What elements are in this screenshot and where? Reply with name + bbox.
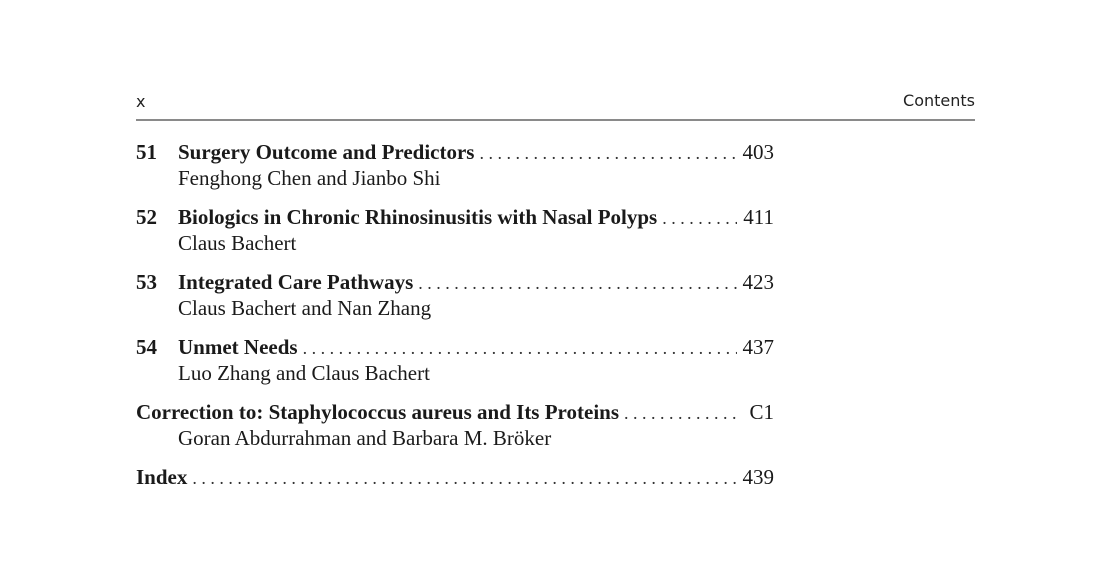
entry-gap [136,321,774,334]
toc-entry-54[interactable] [136,334,774,386]
toc-entry-52[interactable] [136,204,774,256]
page-folio: x [136,92,146,111]
page-number: 439 [742,465,774,489]
chapter-title[interactable]: Biologics in Chronic Rhinosinusitis with Nasal Polyps [178,205,658,229]
chapter-number: 54 [136,335,157,359]
toc-entry-line [136,464,774,490]
toc-entry-line [136,204,774,230]
dot-leader [479,140,737,166]
chapter-number: 53 [136,270,157,294]
toc-entry-index[interactable] [136,464,774,490]
toc-entry-line [136,334,774,360]
dot-leader [303,335,737,361]
chapter-number: 51 [136,140,157,164]
chapter-number: 52 [136,205,157,229]
table-of-contents [136,139,774,490]
dot-leader [418,270,737,296]
chapter-authors: Claus Bachert and Nan Zhang [178,296,432,320]
dot-leader [624,400,737,426]
page-number: 403 [742,140,774,164]
entry-gap [136,386,774,399]
entry-gap [136,191,774,204]
index-title[interactable]: Index [136,465,188,489]
chapter-authors: Claus Bachert [178,231,297,255]
chapter-authors: Fenghong Chen and Jianbo Shi [178,166,441,190]
toc-entry-line [136,139,774,165]
correction-authors: Goran Abdurrahman and Barbara M. Bröker [178,426,552,450]
correction-title[interactable]: Correction to: Staphylococcus aureus and Its Proteins [136,400,619,424]
toc-entry-correction[interactable] [136,399,774,451]
page-number: 423 [742,270,774,294]
running-head [136,90,975,112]
toc-entry-line [136,269,774,295]
toc-entry-line [136,399,774,425]
entry-gap [136,256,774,269]
page-number: C1 [749,400,774,424]
chapter-authors: Luo Zhang and Claus Bachert [178,361,430,385]
toc-entry-51[interactable] [136,139,774,191]
chapter-title[interactable]: Unmet Needs [178,335,298,359]
page-number: 437 [742,335,774,359]
running-head-section: Contents [903,91,975,110]
header-rule [136,119,975,121]
toc-entry-53[interactable] [136,269,774,321]
chapter-title[interactable]: Integrated Care Pathways [178,270,414,294]
entry-gap [136,451,774,464]
page-number: 411 [743,205,774,229]
chapter-title[interactable]: Surgery Outcome and Predictors [178,140,475,164]
dot-leader [662,205,737,231]
dot-leader [192,465,737,491]
